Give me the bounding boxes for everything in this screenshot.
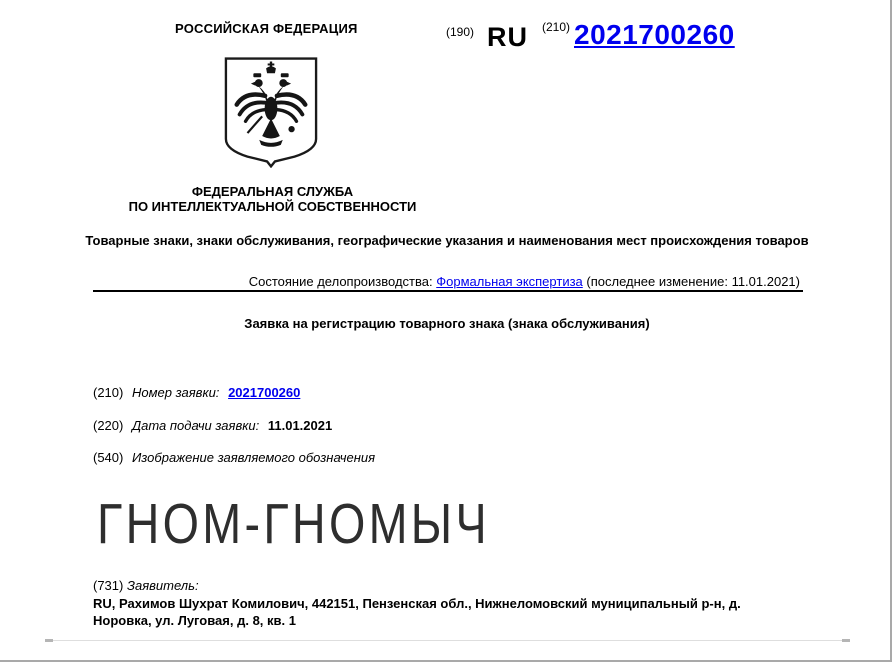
status-stage-link[interactable]: Формальная экспертиза (436, 274, 583, 289)
field-label: Номер заявки: (131, 385, 220, 400)
office-name-line1: ФЕДЕРАЛЬНАЯ СЛУЖБА (191, 184, 354, 199)
inid-code-210: (210) (542, 20, 571, 34)
trademark-image: ГНОМ-ГНОМЫЧ (97, 492, 490, 556)
inid-code: (220) (93, 418, 124, 433)
field-mark-image (93, 450, 380, 465)
status-line (93, 274, 800, 289)
field-application-number (93, 385, 300, 400)
application-number-link[interactable]: 2021700260 (574, 19, 735, 50)
inid-code: (210) (93, 385, 124, 400)
application-number-value-link[interactable]: 2021700260 (228, 385, 301, 400)
field-label: Изображение заявляемого обозначения (131, 450, 376, 465)
status-suffix: (последнее изменение: 11.01.2021) (586, 274, 800, 289)
status-divider (93, 290, 803, 292)
country-code: RU (487, 22, 528, 52)
filing-date-value: 11.01.2021 (267, 418, 333, 433)
document-title: Заявка на регистрацию товарного знака (знака обслуживания) (244, 316, 650, 331)
country-title: РОССИЙСКАЯ ФЕДЕРАЦИЯ (175, 21, 358, 36)
inid-code: (731) (93, 578, 124, 593)
register-title: Товарные знаки, знаки обслуживания, географические указания и наименования мест происхождения товаров (85, 233, 809, 248)
russian-coat-of-arms-icon (222, 55, 320, 168)
field-label: Заявитель: (126, 578, 199, 593)
status-label: Состояние делопроизводства: (248, 274, 433, 289)
bottom-divider (45, 640, 850, 641)
inid-code: (540) (93, 450, 124, 465)
office-name-line2: ПО ИНТЕЛЛЕКТУАЛЬНОЙ СОБСТВЕННОСТИ (128, 199, 417, 214)
inid-code-190: (190) (446, 25, 475, 39)
field-applicant (93, 578, 199, 593)
office-name (85, 184, 460, 214)
field-label: Дата подачи заявки: (131, 418, 260, 433)
field-filing-date (93, 418, 332, 433)
applicant-value: RU, Рахимов Шухрат Комилович, 442151, Пензенская обл., Нижнеломовский муниципальный р-н, д. Норовка, ул. Луговая, д. 8, кв. 1 (93, 596, 741, 628)
